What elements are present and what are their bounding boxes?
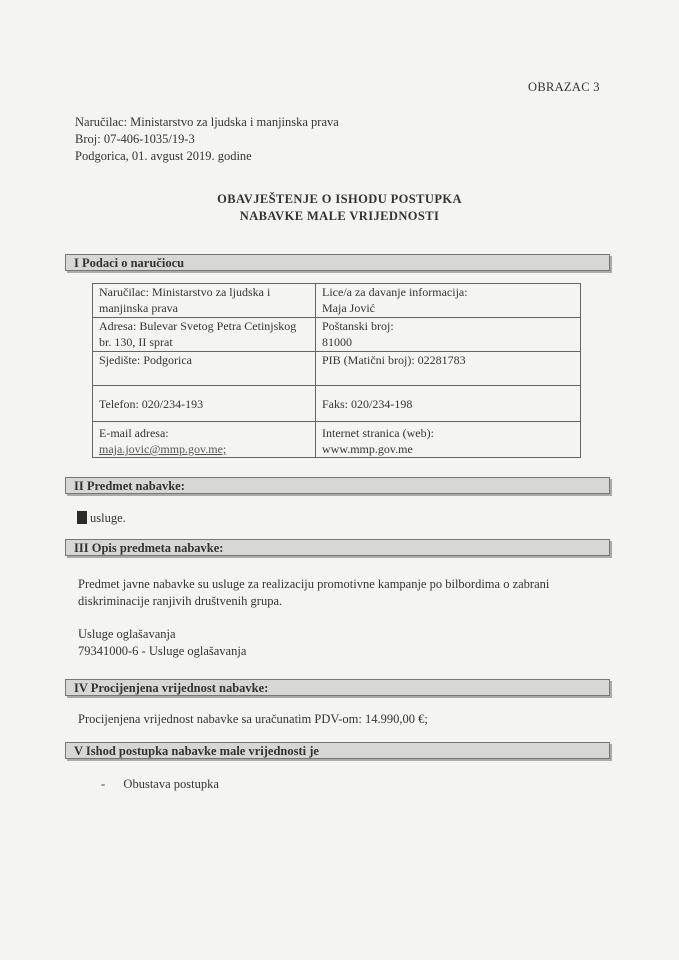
- place-date: Podgorica, 01. avgust 2019. godine: [75, 149, 252, 163]
- section-4-header: IV Procijenjena vrijednost nabavke:: [65, 679, 610, 696]
- cell-text: Faks: 020/234-198: [322, 396, 413, 411]
- description-line: Usluge oglašavanja: [78, 627, 176, 641]
- section-5-header: V Ishod postupka nabavke male vrijednosti je: [65, 742, 610, 759]
- section-3-header: III Opis predmeta nabavke:: [65, 539, 610, 556]
- contracting-authority: Naručilac: Ministarstvo za ljudska i manjinska prava: [75, 115, 339, 129]
- subject-option: [77, 510, 126, 527]
- document-title: [0, 191, 679, 225]
- subject-option-label: usluge.: [90, 511, 126, 525]
- bullet-dash: -: [101, 777, 106, 791]
- cell-text: Naručilac: Ministarstvo za ljudska i: [99, 285, 271, 299]
- description-line: diskriminacije ranjivih društvenih grupa.: [78, 594, 283, 608]
- cell-text: PIB (Matični broj): 02281783: [322, 353, 466, 367]
- cell-postal-code: [316, 318, 581, 352]
- cell-text: E-mail adresa:: [99, 426, 169, 440]
- cell-address: [93, 318, 316, 352]
- email-link[interactable]: maja.jovic@mmp.gov.me;: [99, 442, 227, 456]
- section-2-header: II Predmet nabavke:: [65, 477, 610, 494]
- cell-fax: [316, 386, 581, 422]
- description-line: Predmet javne nabavke su usluge za realizaciju promotivne kampanje po bilbordima o zabrani: [78, 577, 550, 591]
- section-1-header: I Podaci o naručiocu: [65, 254, 610, 271]
- website-link[interactable]: www.mmp.gov.me: [322, 442, 413, 456]
- description-block: [78, 576, 549, 660]
- cell-text: Sjedište: Podgorica: [99, 353, 192, 367]
- cell-text: Lice/a za davanje informacija:: [322, 285, 468, 299]
- cell-seat: [93, 352, 316, 386]
- cell-text: 81000: [322, 335, 352, 349]
- cell-text: Telefon: 020/234-193: [99, 396, 204, 411]
- checked-box-icon[interactable]: [77, 511, 87, 524]
- title-line-1: OBAVJEŠTENJE O ISHODU POSTUPKA: [217, 192, 462, 206]
- cell-text: Internet stranica (web):: [322, 426, 434, 440]
- outcome-item: [101, 776, 219, 793]
- cell-phone: [93, 386, 316, 422]
- cell-contact-person: [316, 284, 581, 318]
- cell-text: Poštanski broj:: [322, 319, 394, 333]
- cell-text: br. 130, II sprat: [99, 335, 173, 349]
- authority-info-table: [92, 283, 581, 458]
- cell-pib: [316, 352, 581, 386]
- description-line: 79341000-6 - Usluge oglašavanja: [78, 644, 247, 658]
- header-block: [75, 114, 339, 165]
- cell-text: Adresa: Bulevar Svetog Petra Cetinjskog: [99, 319, 297, 333]
- cell-text: Maja Jović: [322, 301, 375, 315]
- estimated-value: Procijenjena vrijednost nabavke sa uračunatim PDV-om: 14.990,00 €;: [78, 712, 428, 726]
- cell-authority: [93, 284, 316, 318]
- cell-text: manjinska prava: [99, 301, 178, 315]
- reference-number: Broj: 07-406-1035/19-3: [75, 132, 195, 146]
- outcome-text: Obustava postupka: [123, 777, 219, 791]
- cell-website: [316, 422, 581, 458]
- cell-email: [93, 422, 316, 458]
- title-line-2: NABAVKE MALE VRIJEDNOSTI: [239, 209, 440, 223]
- form-label: OBRAZAC 3: [528, 80, 600, 94]
